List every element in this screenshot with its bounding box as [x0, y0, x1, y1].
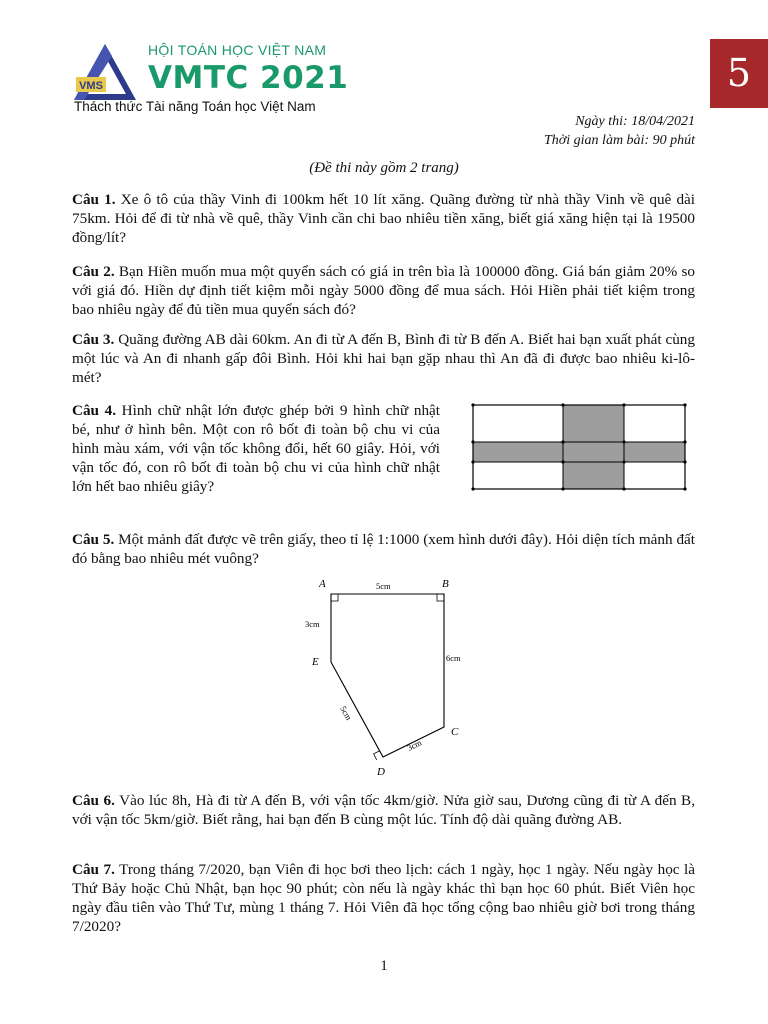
length-ab-label: 5cm	[376, 581, 391, 591]
vms-logo	[72, 42, 138, 104]
page-number: 1	[380, 958, 388, 974]
question-4	[72, 401, 440, 496]
question-text: Bạn Hiền muốn mua một quyển sách có giá in trên bìa là 100000 đồng. Giá bán giảm 20% so với giá đó. Hiền dự định tiết kiệm mỗi ngày 5000 đồng để mua sách. Hỏi Hiền phải tiết kiệm trong bao nhiêu ngày để đủ tiền mua quyển sách đó?	[72, 263, 696, 318]
tagline: Thách thức Tài năng Toán học Việt Nam	[74, 99, 316, 114]
contest-name: VMTC 2021	[148, 60, 349, 96]
question-1	[72, 190, 695, 247]
length-bc-label: 6cm	[446, 653, 461, 663]
exam-info	[544, 112, 695, 150]
question-6	[72, 791, 695, 829]
question-label: Câu 4.	[72, 402, 117, 419]
length-ae-label: 3cm	[305, 619, 320, 629]
length-ed-label: 5cm	[338, 704, 355, 722]
header	[72, 40, 712, 120]
question-7	[72, 860, 695, 936]
vertex-b-label: B	[442, 578, 449, 590]
vertex-d-label: D	[377, 766, 385, 778]
question-text: Xe ô tô của thầy Vinh đi 100km hết 10 lít xăng. Quãng đường từ nhà thầy Vinh về quê dài 75km. Hỏi để đi từ nhà về quê, thầy Vinh cần chi bao nhiêu tiền xăng, biết giá xăng hiện tại là 19500 đồng/lít?	[72, 191, 696, 246]
question-text: Một mảnh đất được vẽ trên giấy, theo tỉ lệ 1:1000 (xem hình dưới đây). Hỏi diện tích mảnh đất đó bằng bao nhiêu mét vuông?	[72, 531, 695, 567]
logo-text: VMS	[79, 80, 103, 92]
question-2	[72, 262, 695, 319]
question-text: Quãng đường AB dài 60km. An đi từ A đến B, Bình đi từ B đến A. Biết hai bạn xuất phát cùng một lúc và An đi nhanh gấp đôi Bình. Hỏi khi hai bạn gặp nhau thì An đã đi được bao nhiêu ki-lô-mét?	[72, 331, 695, 386]
page-note: (Đề thi này gồm 2 trang)	[309, 160, 459, 176]
question-label: Câu 7.	[72, 861, 115, 878]
question-label: Câu 3.	[72, 331, 115, 348]
land-plot-figure	[296, 575, 476, 780]
length-dc-label: 3cm	[405, 737, 424, 753]
exam-date: Ngày thi: 18/04/2021	[575, 114, 695, 129]
vertex-a-label: A	[319, 578, 326, 590]
question-3	[72, 330, 695, 387]
question-5	[72, 530, 695, 568]
vertex-c-label: C	[451, 726, 459, 738]
vertex-e-label: E	[312, 656, 319, 668]
question-label: Câu 5.	[72, 531, 115, 548]
exam-duration: Thời gian làm bài: 90 phút	[544, 133, 695, 148]
question-text: Hình chữ nhật lớn được ghép bởi 9 hình chữ nhật bé, như ở hình bên. Một con rô bốt đi toàn bộ chu vi của hình màu xám, với vận tốc không đổi, hết 60 giây. Hỏi, với vận tốc đó, con rô bốt đi toàn bộ chu vi của hình chữ nhật lớn hết bao nhiêu giây?	[72, 402, 440, 495]
exam-code-badge: 5	[710, 39, 768, 108]
question-label: Câu 6.	[72, 792, 115, 809]
question-text: Vào lúc 8h, Hà đi từ A đến B, với vận tốc 4km/giờ. Nửa giờ sau, Dương cũng đi từ A đến B, với vận tốc 5km/giờ. Biết rằng, hai bạn đến B cùng một lúc. Tính độ dài quãng đường AB.	[72, 792, 695, 828]
rectangle-grid-figure	[466, 398, 690, 496]
question-label: Câu 2.	[72, 263, 115, 280]
question-text: Trong tháng 7/2020, bạn Viên đi học bơi theo lịch: cách 1 ngày, học 1 ngày. Nếu ngày học là Thứ Bảy hoặc Chủ Nhật, bạn học 90 phút; còn nếu là ngày khác thì bạn học 60 phút. Biết Viên học ngày đầu tiên vào Thứ Tư, mùng 1 tháng 7. Hỏi Viên đã học tổng cộng bao nhiêu giờ bơi trong tháng 7/2020?	[72, 861, 695, 935]
question-label: Câu 1.	[72, 191, 116, 208]
org-name: HỘI TOÁN HỌC VIỆT NAM	[148, 42, 327, 58]
